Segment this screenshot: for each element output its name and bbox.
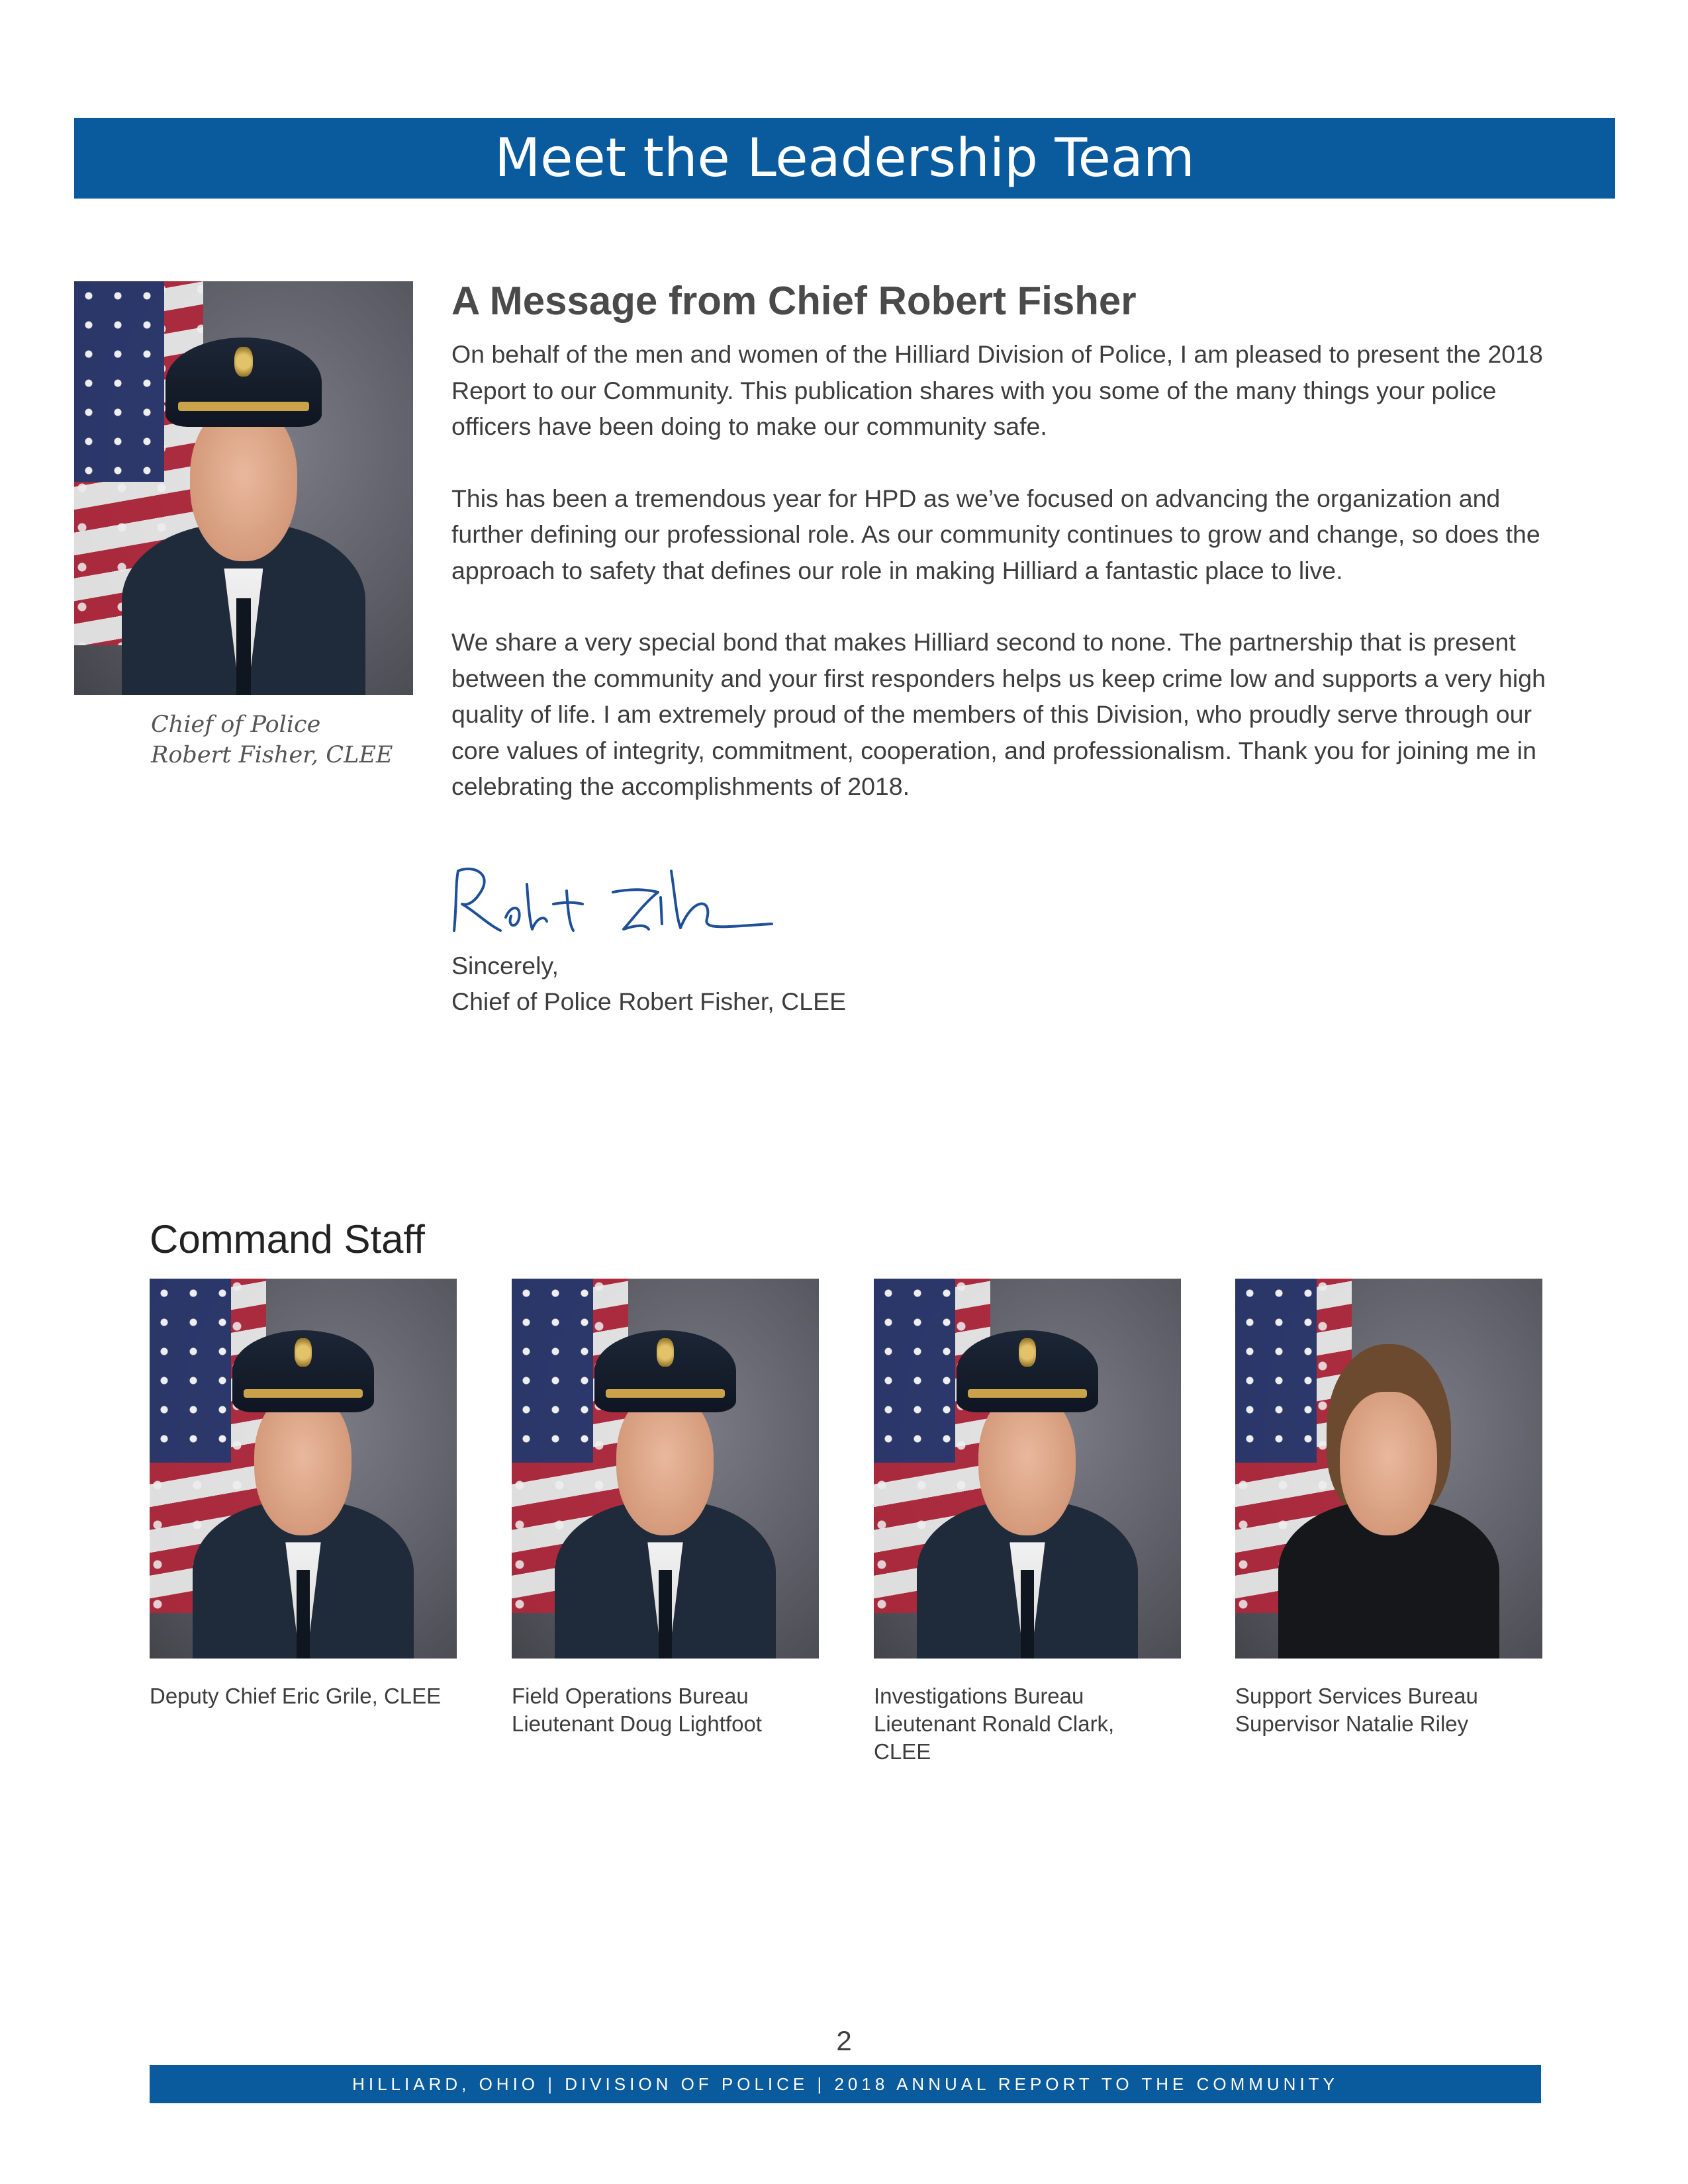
- officer-figure: [122, 323, 366, 696]
- staff-figure: [1278, 1316, 1499, 1659]
- closing-salutation: Sincerely,: [451, 952, 559, 979]
- letter-paragraph: We share a very special bond that makes Hilliard second to none. The partnership that is present between the community and your first responders helps us keep crime low and supports a very high quality of life. I am extremely proud of the members of this Division, who proudly serve through our core values of integrity, commitment, cooperation, and professionalism. Thank you for joining me in celebrating the accomplishments of 2018.: [451, 628, 1546, 800]
- closing-signoff: Chief of Police Robert Fisher, CLEE: [451, 987, 847, 1015]
- footer-bar: [150, 2065, 1541, 2103]
- staff-photo-deputy-chief: [150, 1279, 457, 1659]
- staff-caption-line: Lieutenant Ronald Clark,: [874, 1711, 1115, 1736]
- page-number: 2: [836, 2025, 852, 2056]
- staff-caption-field-operations: [512, 1682, 823, 1738]
- staff-caption-investigations: [874, 1682, 1185, 1766]
- letter-paragraph: On behalf of the men and women of the Hilliard Division of Police, I am pleased to present the 2018 Report to our Community. This publication shares with you some of the many things your police officers have been doing to make our community safe.: [451, 340, 1543, 440]
- staff-photo-investigations: [874, 1279, 1181, 1659]
- chief-caption-name: Robert Fisher, CLEE: [151, 742, 393, 768]
- staff-caption-line: CLEE: [874, 1739, 931, 1764]
- page-title-banner: [74, 118, 1615, 199]
- page-title: Meet the Leadership Team: [494, 127, 1195, 189]
- staff-caption-line: Investigations Bureau: [874, 1684, 1084, 1708]
- staff-photo-support-services: [1235, 1279, 1542, 1659]
- staff-caption-line: Support Services Bureau: [1235, 1684, 1478, 1708]
- letter-closing: [451, 948, 846, 1019]
- officer-figure: [193, 1316, 414, 1659]
- letter-heading: A Message from Chief Robert Fisher: [451, 279, 1137, 323]
- staff-caption-support-services: [1235, 1682, 1546, 1738]
- chief-caption-title: Chief of Police: [151, 711, 321, 738]
- staff-photo-field-operations: [512, 1279, 819, 1659]
- letter-body: [451, 336, 1564, 841]
- chief-signature: [447, 858, 778, 950]
- officer-figure: [555, 1316, 776, 1659]
- command-staff-title: Command Staff: [150, 1217, 425, 1261]
- staff-caption-line: Deputy Chief Eric Grile, CLEE: [150, 1684, 442, 1708]
- staff-caption-line: Lieutenant Doug Lightfoot: [512, 1711, 762, 1736]
- staff-caption-line: Supervisor Natalie Riley: [1235, 1711, 1469, 1736]
- chief-portrait-photo: [74, 281, 413, 695]
- footer-text: HILLIARD, OHIO | DIVISION OF POLICE | 2018 ANNUAL REPORT TO THE COMMUNITY: [352, 2074, 1338, 2094]
- officer-figure: [917, 1316, 1138, 1659]
- letter-paragraph: This has been a tremendous year for HPD as we’ve focused on advancing the organization and further defining our professional role. As our community continues to grow and change, so does the approach to safety that defines our role in making Hilliard a fantastic place to live.: [451, 484, 1540, 584]
- chief-photo-caption: [151, 709, 416, 770]
- staff-caption-deputy-chief: [150, 1682, 461, 1710]
- staff-caption-line: Field Operations Bureau: [512, 1684, 749, 1708]
